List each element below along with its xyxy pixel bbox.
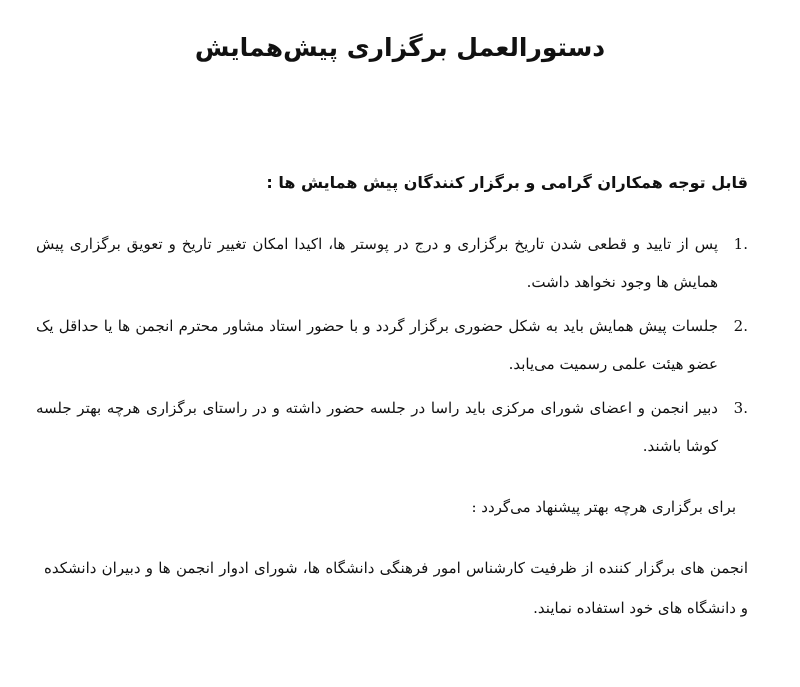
rule-text: جلسات پیش همایش باید به شکل حضوری برگزار گردد و با حضور استاد مشاور محترم انجمن ها یا حداقل یک عضو هیئت علمی رسمیت می‌یابد. bbox=[36, 317, 718, 373]
suggestion-paragraph: انجمن های برگزار کننده از ظرفیت کارشناس امور فرهنگی دانشگاه ها، شورای ادوار انجمن ها و دبیران دانشکده و دانشگاه های خود استفاده نمایند. bbox=[44, 559, 748, 617]
rule-item bbox=[36, 225, 748, 301]
suggestion-heading: برای برگزاری هرچه بهتر پیشنهاد می‌گردد : bbox=[471, 498, 736, 516]
rule-number: .1 bbox=[733, 235, 748, 253]
rule-item bbox=[36, 389, 748, 465]
rules-list bbox=[36, 225, 748, 471]
rule-number: .2 bbox=[733, 317, 748, 335]
rule-text: پس از تایید و قطعی شدن تاریخ برگزاری و درج در پوستر ها، اکیدا امکان تغییر تاریخ و تعویق برگزاری پیش همایش ها وجود نخواهد داشت. bbox=[36, 235, 718, 291]
rule-item bbox=[36, 307, 748, 383]
rule-number: .3 bbox=[733, 399, 748, 417]
rule-text: دبیر انجمن و اعضای شورای مرکزی باید راسا در جلسه حضور داشته و در راستای برگزاری هرچه بهتر جلسه کوشا باشند. bbox=[36, 399, 718, 455]
document-title: دستورالعمل برگزاری پیش‌همایش bbox=[194, 33, 606, 62]
intro-heading: قابل توجه همکاران گرامی و برگزار کنندگان پیش همایش ها : bbox=[266, 173, 748, 192]
